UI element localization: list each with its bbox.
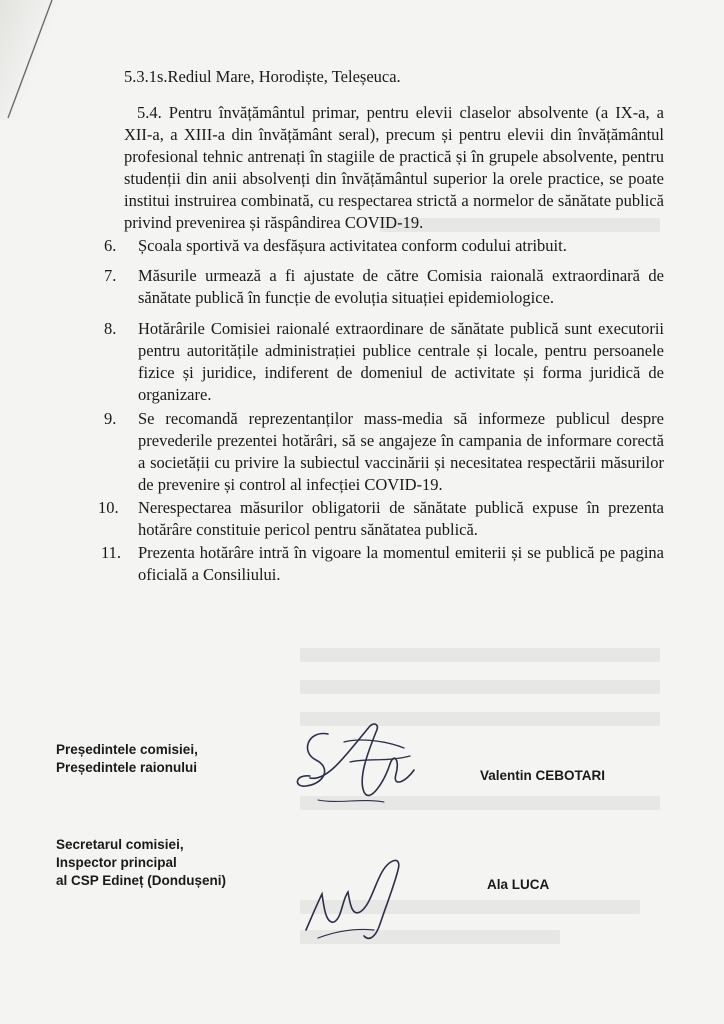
handwritten-signature-secretary — [298, 846, 428, 946]
signatory-name: Valentin CEBOTARI — [480, 768, 606, 783]
paragraph-text: Prezenta hotărâre intră în vigoare la momentul emiterii și se publică pe pagina oficială a Consiliului. — [138, 543, 664, 584]
signatory-2-name — [487, 876, 549, 894]
signatory-name: Ala LUCA — [487, 877, 550, 892]
paragraph-text: 5.3.1s.Rediul Mare, Horodiște, Teleșeuca. — [124, 67, 401, 86]
signatory-title-line: Inspector principal — [56, 855, 177, 870]
paragraph-10 — [98, 497, 664, 541]
paragraph-8 — [104, 318, 664, 406]
paragraph-number: 7. — [104, 266, 117, 285]
signatory-title-line: al CSP Edineț (Dondușeni) — [56, 873, 227, 888]
paragraph-number: 6. — [104, 236, 117, 255]
paragraph-7 — [104, 265, 664, 309]
signatory-1-title — [56, 741, 198, 777]
signatory-2-title — [56, 836, 226, 890]
signatory-title-line: Secretarul comisiei, — [56, 837, 184, 852]
paragraph-number: 8. — [104, 319, 117, 338]
paragraph-11 — [101, 542, 664, 586]
paragraph-text: Se recomandă reprezentanților mass-media să informeze publicul despre prevederile prezentei hotărâri, să se angajeze în campania de informare corectă a societății cu privire la subiectul vaccinării și necesitatea respectării măsurilor de prevenire și control al infecției COVID-19. — [138, 409, 664, 494]
paragraph-9 — [104, 408, 664, 496]
paragraph-text: Măsurile urmează a fi ajustate de către Comisia raională extraordinară de sănătate publică în funcție de evoluția situației epidemiologice. — [138, 266, 664, 307]
paragraph-text: 5.4. Pentru învățământul primar, pentru elevii claselor absolvente (a IX-a, a XII-a, a XIII-a din învățământ seral), precum și pentru elevii din învățământul profesional tehnic antrenați în stagiile de practică și în grupele absolvente, pentru studenții din anii absolvenți din învățământul superior la orele practice, se poate institui instruirea combinată, cu respectarea strictă a normelor de sănătate publică privind prevenirea și răspândirea COVID-19. — [124, 103, 664, 232]
paragraph-text: Nerespectarea măsurilor obligatorii de sănătate publică expuse în prezenta hotărâre constituie pericol pentru sănătatea publică. — [138, 498, 664, 539]
page-fold-line — [0, 0, 60, 130]
paragraph-text: Școala sportivă va desfășura activitatea conform codului atribuit. — [138, 236, 567, 255]
signatory-1-name — [480, 767, 605, 785]
paragraph-number: 9. — [104, 409, 117, 428]
paragraph-5-4 — [124, 102, 664, 234]
signatory-title-line: Președintele raionului — [56, 760, 198, 775]
paragraph-number: 10. — [98, 498, 119, 517]
paragraph-6 — [104, 235, 664, 257]
handwritten-signature-president — [288, 712, 428, 812]
paragraph-5-3-1 — [124, 66, 664, 88]
paragraph-number: 11. — [101, 543, 122, 562]
signatory-title-line: Președintele comisiei, — [56, 742, 198, 757]
paragraph-text: Hotărârile Comisiei raionalé extraordinare de sănătate publică sunt executorii pentru autoritățile administrației publice centrale și locale, pentru persoanele fizice și juridice, indiferent de domeniul de activitate și forma juridică de organizare. — [138, 319, 664, 404]
